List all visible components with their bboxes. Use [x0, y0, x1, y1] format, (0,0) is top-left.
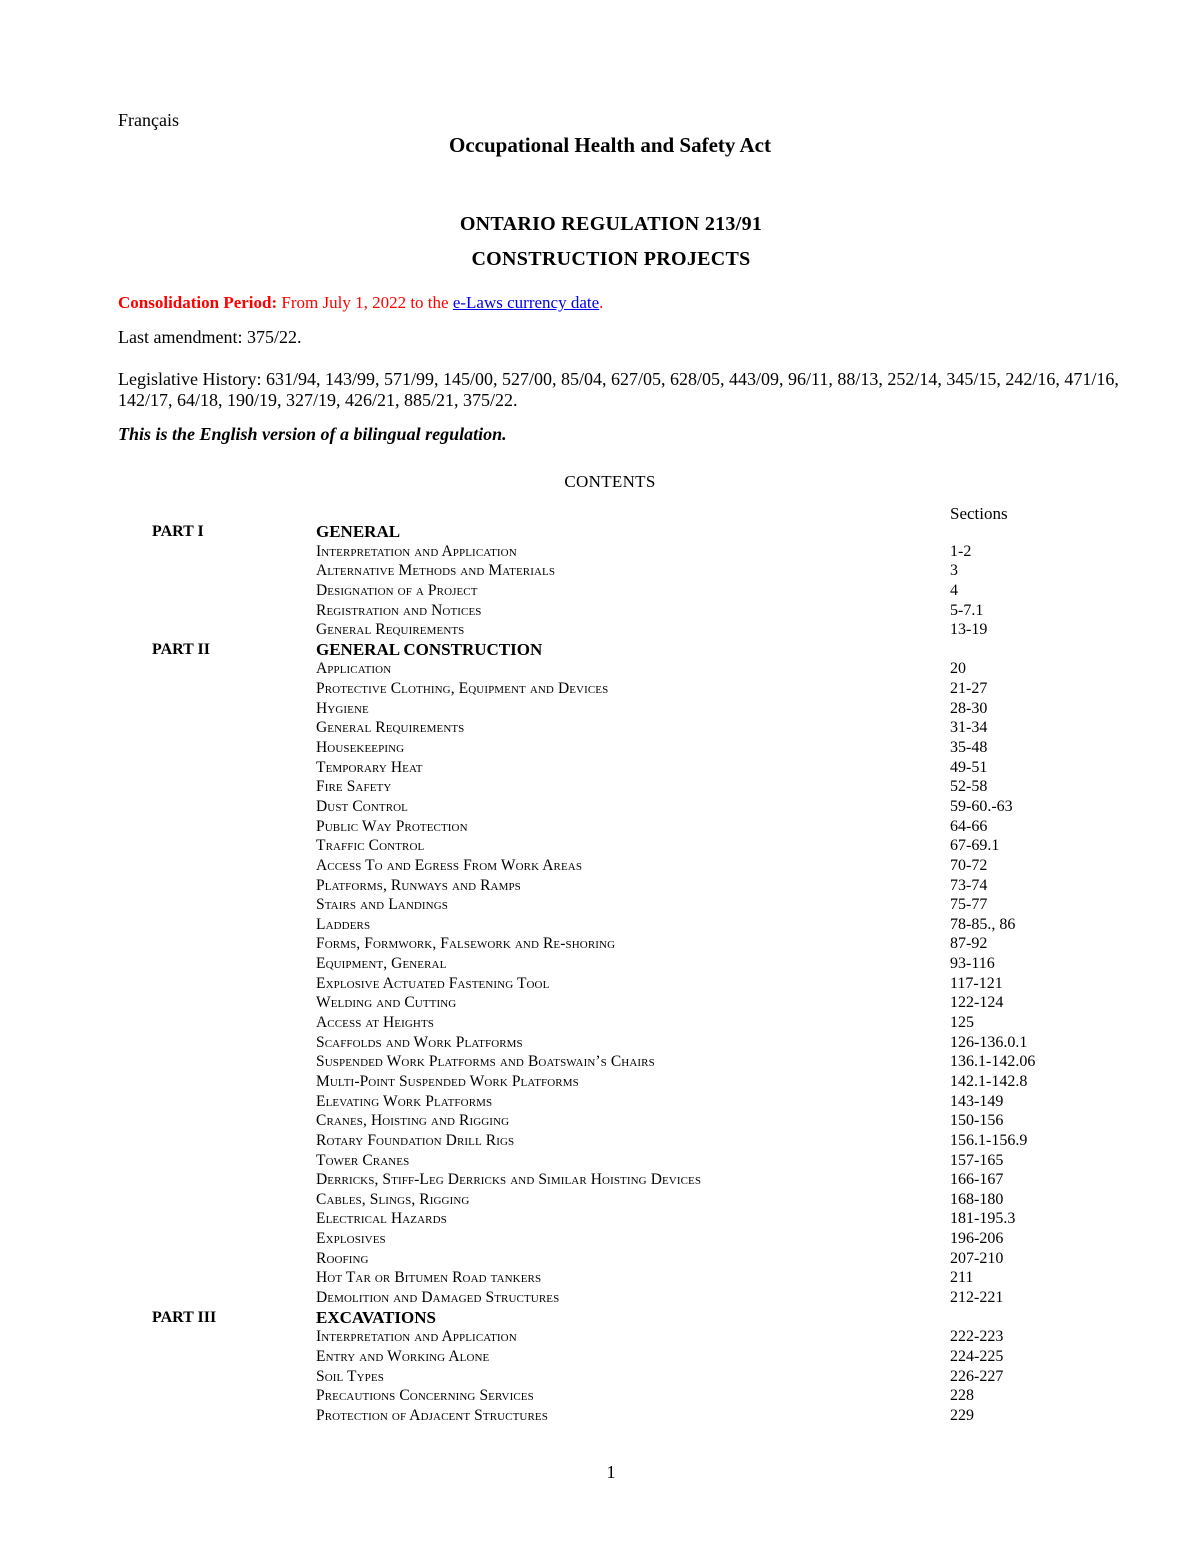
toc-entry-sections: 226-227: [950, 1367, 1004, 1385]
toc-entry-row[interactable]: [0, 1033, 1200, 1053]
toc-entry-title[interactable]: Electrical Hazards: [316, 1210, 447, 1228]
toc-entry-sections: 93-116: [950, 955, 995, 973]
french-language-link[interactable]: Français: [118, 110, 179, 130]
bilingual-note: This is the English version of a bilingual regulation.: [118, 424, 507, 444]
last-amendment: Last amendment: 375/22.: [118, 327, 302, 347]
toc-entry-title[interactable]: Fire Safety: [316, 778, 392, 796]
toc-entry-sections: 28-30: [950, 699, 988, 717]
consolidation-suffix: .: [599, 293, 604, 312]
toc-entry-title[interactable]: Alternative Methods and Materials: [316, 562, 556, 580]
toc-entry-title[interactable]: Soil Types: [316, 1367, 384, 1385]
toc-entry-sections: 59-60.-63: [950, 797, 1013, 815]
toc-entry-title[interactable]: Interpretation and Application: [316, 542, 517, 560]
toc-entry-row[interactable]: [0, 1052, 1200, 1072]
toc-entry-sections: 52-58: [950, 778, 988, 796]
toc-entry-row[interactable]: [0, 738, 1200, 758]
toc-entry-sections: 122-124: [950, 994, 1004, 1012]
toc-entry-row[interactable]: [0, 1367, 1200, 1387]
toc-entry-title[interactable]: Platforms, Runways and Ramps: [316, 876, 521, 894]
elaws-currency-date-link[interactable]: e-Laws currency date: [452, 293, 600, 312]
toc-entry-sections: 21-27: [950, 680, 988, 698]
sections-column-label: Sections: [950, 504, 1008, 523]
toc-part-number: PART I: [152, 523, 204, 540]
toc-entry-sections: 212-221: [950, 1288, 1004, 1306]
toc-entry-sections: 166-167: [950, 1171, 1004, 1189]
table-of-contents: [0, 522, 1200, 1425]
toc-entry-sections: 49-51: [950, 758, 988, 776]
toc-entry-row[interactable]: [0, 915, 1200, 935]
toc-entry-title[interactable]: Tower Cranes: [316, 1151, 410, 1169]
toc-entry-title[interactable]: General Requirements: [316, 719, 465, 737]
toc-entry-sections: 168-180: [950, 1190, 1004, 1208]
toc-entry-row[interactable]: [0, 581, 1200, 601]
toc-entry-title[interactable]: Suspended Work Platforms and Boatswain’s Chairs: [316, 1053, 655, 1071]
toc-entry-title[interactable]: Ladders: [316, 915, 371, 933]
toc-entry-row[interactable]: [0, 1131, 1200, 1151]
toc-entry-row[interactable]: [0, 1268, 1200, 1288]
toc-entry-row[interactable]: [0, 856, 1200, 876]
toc-entry-row[interactable]: [0, 954, 1200, 974]
toc-entry-sections: 75-77: [950, 896, 988, 914]
toc-entry-title[interactable]: Protective Clothing, Equipment and Devices: [316, 680, 609, 698]
toc-entry-sections: 126-136.0.1: [950, 1033, 1028, 1051]
toc-entry-sections: 31-34: [950, 719, 988, 737]
toc-entry-sections: 181-195.3: [950, 1210, 1016, 1228]
toc-entry-title[interactable]: Public Way Protection: [316, 817, 468, 835]
toc-entry-row[interactable]: [0, 1170, 1200, 1190]
toc-entry-sections: 70-72: [950, 856, 988, 874]
toc-entry-row[interactable]: [0, 876, 1200, 896]
toc-entry-sections: 87-92: [950, 935, 988, 953]
toc-entry-sections: 67-69.1: [950, 837, 1000, 855]
toc-entry-sections: 150-156: [950, 1112, 1004, 1130]
consolidation-period: [118, 293, 603, 313]
toc-entry-sections: 5-7.1: [950, 601, 984, 619]
toc-entry-sections: 117-121: [950, 974, 1003, 992]
toc-entry-row[interactable]: [0, 1327, 1200, 1347]
toc-entry-row[interactable]: [0, 699, 1200, 719]
toc-entry-row[interactable]: [0, 777, 1200, 797]
toc-entry-row[interactable]: [0, 679, 1200, 699]
toc-entry-title[interactable]: Explosive Actuated Fastening Tool: [316, 974, 550, 992]
toc-entry-title[interactable]: Interpretation and Application: [316, 1328, 517, 1346]
consolidation-text: From July 1, 2022 to the: [277, 293, 453, 312]
toc-entry-sections: 196-206: [950, 1230, 1004, 1248]
consolidation-label: Consolidation Period:: [118, 293, 278, 312]
toc-entry-sections: 136.1-142.06: [950, 1053, 1036, 1071]
regulation-title: ONTARIO REGULATION 213/91: [459, 213, 763, 235]
toc-entry-title[interactable]: Derricks, Stiff-Leg Derricks and Similar Hoisting Devices: [316, 1171, 702, 1189]
toc-part-title: GENERAL: [316, 522, 401, 541]
toc-entry-row[interactable]: [0, 934, 1200, 954]
toc-entry-title[interactable]: General Requirements: [316, 621, 465, 639]
toc-entry-sections: 229: [950, 1406, 974, 1424]
toc-entry-title[interactable]: Access at Heights: [316, 1014, 435, 1032]
toc-entry-row[interactable]: [0, 758, 1200, 778]
toc-entry-row[interactable]: [0, 1190, 1200, 1210]
toc-entry-title[interactable]: Welding and Cutting: [316, 994, 457, 1012]
toc-entry-sections: 1-2: [950, 542, 972, 560]
toc-entry-row[interactable]: [0, 1386, 1200, 1406]
toc-entry-title[interactable]: Application: [316, 660, 392, 678]
toc-entry-row[interactable]: [0, 659, 1200, 679]
toc-entry-row[interactable]: [0, 620, 1200, 640]
toc-entry-title[interactable]: Traffic Control: [316, 837, 425, 855]
toc-entry-title[interactable]: Protection of Adjacent Structures: [316, 1406, 548, 1424]
toc-entry-row[interactable]: [0, 817, 1200, 837]
toc-entry-title[interactable]: Housekeeping: [316, 739, 405, 757]
toc-entry-sections: 222-223: [950, 1328, 1004, 1346]
toc-entry-row[interactable]: [0, 1092, 1200, 1112]
toc-entry-title[interactable]: Stairs and Landings: [316, 896, 448, 914]
toc-entry-sections: 207-210: [950, 1249, 1004, 1267]
toc-entry-title[interactable]: Designation of a Project: [316, 581, 478, 599]
toc-entry-row[interactable]: [0, 1209, 1200, 1229]
toc-entry-title[interactable]: Cranes, Hoisting and Rigging: [316, 1112, 510, 1130]
toc-entry-sections: 143-149: [950, 1092, 1004, 1110]
toc-part-row: [0, 640, 1200, 660]
toc-entry-title[interactable]: Registration and Notices: [316, 601, 482, 619]
toc-entry-row[interactable]: [0, 601, 1200, 621]
toc-entry-sections: 211: [950, 1269, 974, 1287]
toc-entry-title[interactable]: Rotary Foundation Drill Rigs: [316, 1131, 515, 1149]
toc-entry-row[interactable]: [0, 1406, 1200, 1426]
page-number: 1: [606, 1462, 616, 1482]
toc-entry-row[interactable]: [0, 836, 1200, 856]
toc-entry-row[interactable]: [0, 718, 1200, 738]
toc-entry-title[interactable]: Precautions Concerning Services: [316, 1387, 534, 1405]
toc-entry-sections: 224-225: [950, 1347, 1004, 1365]
act-title: Occupational Health and Safety Act: [448, 133, 771, 157]
toc-entry-sections: 125: [950, 1014, 974, 1032]
toc-entry-row[interactable]: [0, 1111, 1200, 1131]
toc-entry-row[interactable]: [0, 993, 1200, 1013]
toc-entry-title[interactable]: Equipment, General: [316, 955, 447, 973]
toc-part-row: [0, 1308, 1200, 1328]
toc-entry-row[interactable]: [0, 797, 1200, 817]
toc-entry-sections: 156.1-156.9: [950, 1131, 1028, 1149]
toc-entry-row[interactable]: [0, 974, 1200, 994]
toc-entry-title[interactable]: Scaffolds and Work Platforms: [316, 1033, 523, 1051]
toc-entry-sections: 142.1-142.8: [950, 1072, 1028, 1090]
toc-entry-row[interactable]: [0, 1013, 1200, 1033]
toc-entry-row[interactable]: [0, 1347, 1200, 1367]
legislative-history: Legislative History: 631/94, 143/99, 571/99, 145/00, 527/00, 85/04, 627/05, 628/05, 443/09, 96/11, 88/13, 252/14, 345/15, 242/16, 471/16, 142/17, 64/18, 190/19, 327/19, 426/21, 885/21, 375/22.: [118, 369, 1119, 410]
toc-entry-row[interactable]: [0, 561, 1200, 581]
toc-entry-title[interactable]: Cables, Slings, Rigging: [316, 1190, 470, 1208]
toc-entry-title[interactable]: Entry and Working Alone: [316, 1347, 490, 1365]
toc-entry-title[interactable]: Multi-Point Suspended Work Platforms: [316, 1072, 579, 1090]
toc-entry-title[interactable]: Hygiene: [316, 699, 369, 717]
toc-entry-sections: 157-165: [950, 1151, 1004, 1169]
toc-entry-row[interactable]: [0, 1151, 1200, 1171]
toc-entry-title[interactable]: Elevating Work Platforms: [316, 1092, 493, 1110]
toc-part-number: PART II: [152, 640, 210, 658]
toc-entry-sections: 228: [950, 1387, 974, 1405]
toc-entry-sections: 20: [950, 660, 966, 678]
toc-entry-title[interactable]: Dust Control: [316, 797, 408, 815]
toc-entry-title[interactable]: Roofing: [316, 1249, 369, 1267]
toc-entry-sections: 73-74: [950, 876, 988, 894]
toc-entry-sections: 35-48: [950, 739, 988, 757]
toc-entry-title[interactable]: Hot Tar or Bitumen Road tankers: [316, 1269, 542, 1287]
toc-entry-row[interactable]: [0, 1072, 1200, 1092]
toc-entry-title[interactable]: Forms, Formwork, Falsework and Re-shoring: [316, 935, 616, 953]
toc-part-title: GENERAL CONSTRUCTION: [316, 639, 543, 659]
toc-entry-title[interactable]: Explosives: [316, 1230, 386, 1248]
toc-entry-row[interactable]: [0, 1229, 1200, 1249]
toc-entry-row[interactable]: [0, 1288, 1200, 1308]
toc-entry-row[interactable]: [0, 1249, 1200, 1269]
toc-entry-title[interactable]: Temporary Heat: [316, 758, 423, 776]
toc-entry-row[interactable]: [0, 895, 1200, 915]
toc-entry-row[interactable]: [0, 542, 1200, 562]
toc-entry-sections: 3: [950, 562, 958, 580]
contents-heading: CONTENTS: [564, 472, 656, 491]
toc-entry-title[interactable]: Access To and Egress From Work Areas: [316, 856, 583, 874]
toc-part-number: PART III: [152, 1308, 217, 1326]
toc-part-title: EXCAVATIONS: [316, 1307, 436, 1327]
toc-entry-sections: 64-66: [950, 817, 988, 835]
toc-entry-sections: 4: [950, 581, 958, 599]
toc-entry-title[interactable]: Demolition and Damaged Structures: [316, 1288, 560, 1306]
toc-entry-sections: 13-19: [950, 621, 988, 639]
toc-entry-sections: 78-85., 86: [950, 915, 1016, 933]
regulation-subtitle: CONSTRUCTION PROJECTS: [471, 248, 751, 270]
toc-part-row: [0, 522, 1200, 542]
